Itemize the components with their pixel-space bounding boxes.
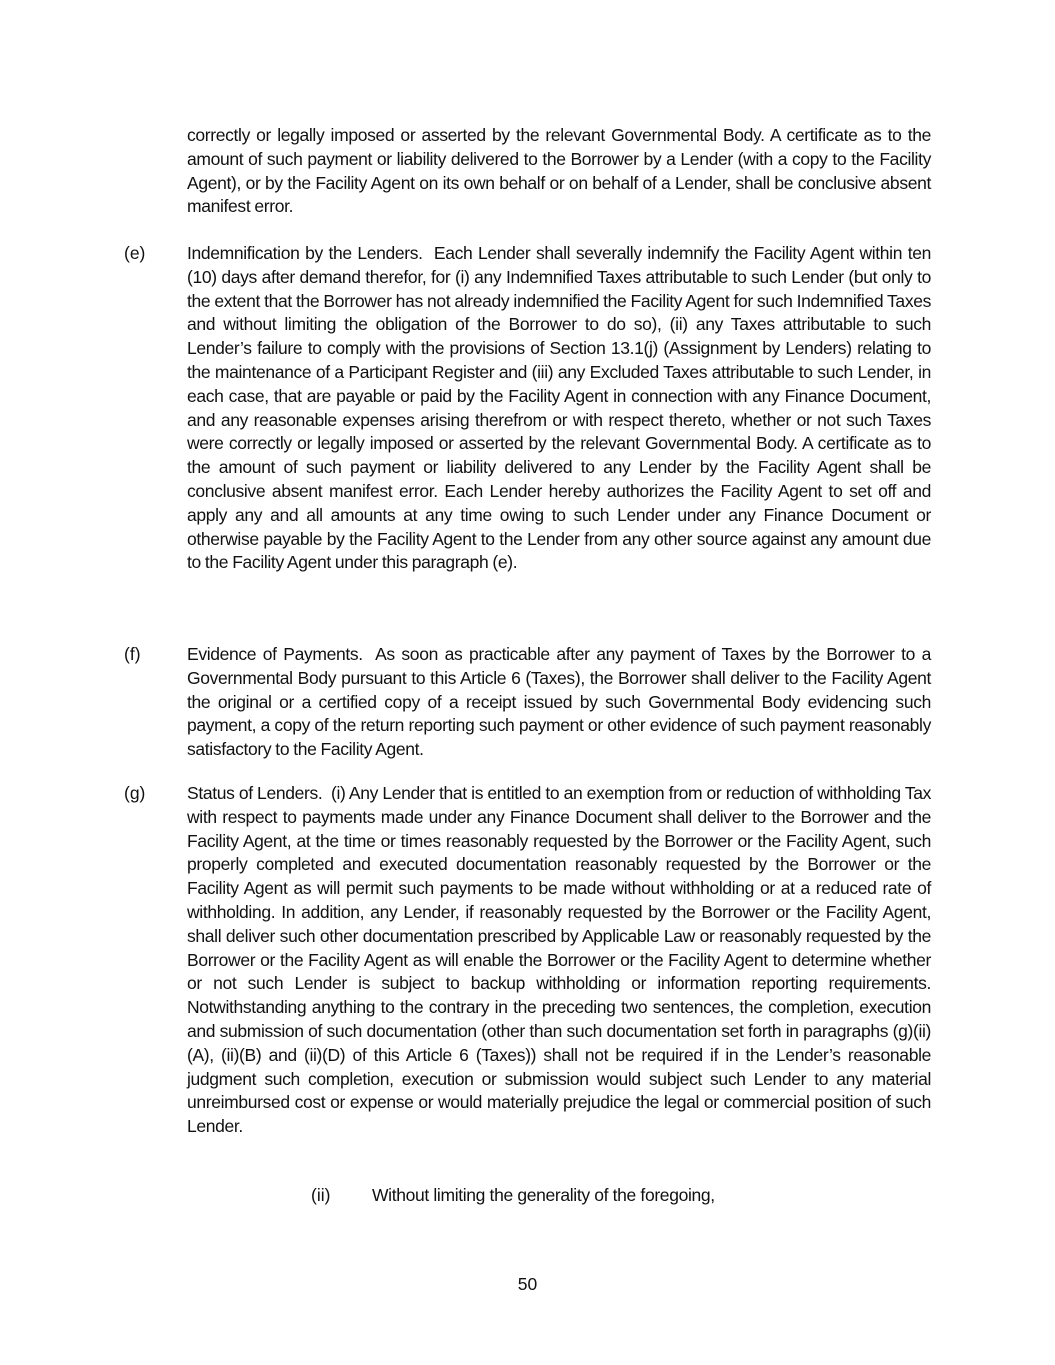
continuation-paragraph: correctly or legally imposed or asserted by the relevant Governmental Body. A certificate as to the amount of such payment or liability delivered to the Borrower by a Lender (with a copy to the Facility Agent), or by the Facility Agent on its own behalf or on behalf of a Lender, shall be conclusive absent manifest error. [187,125,931,217]
section-label-e: (e) [124,243,146,263]
subsection-label-ii: (ii) [311,1185,331,1205]
section-f-paragraph [187,643,931,762]
section-g-text: (i) Any Lender that is entitled to an exemption from or reduction of withholding Tax with respect to payments made under any Finance Document shall deliver to the Borrower and the Facility Agent, at the time or times reasonably requested by the Borrower or the Facility Agent, such properly completed and executed documentation reasonably requested by the Borrower or the Facility Agent as will permit such payments to be made without withholding or at a reduced rate of withholding. In addition, any Lender, if reasonably requested by the Borrower or the Facility Agent, shall deliver such other documentation prescribed by Applicable Law or reasonably requested by the Borrower or the Facility Agent as will enable the Borrower or the Facility Agent to determine whether or not such Lender is subject to backup withholding or information reporting requirements. Notwithstanding anything to the contrary in the preceding two sentences, the completion, execution and submission of such documentation (other than such documentation set forth in paragraphs (g)(ii)(A), (ii)(B) and (ii)(D) of this Article 6 (Taxes)) shall not be required if in the Lender’s reasonable judgment such completion, execution or submission would subject such Lender to any material unreimbursed cost or expense or would materially prejudice the legal or commercial position of such Lender. [187,783,932,1137]
section-f-text: As soon as practicable after any payment of Taxes by the Borrower to a Governmental Body pursuant to this Article 6 (Taxes), the Borrower shall deliver to the Facility Agent the original or a certified copy of a receipt issued by such Governmental Body evidencing such payment, a copy of the return reporting such payment or other evidence of such payment reasonably satisfactory to the Facility Agent. [187,644,931,760]
section-label-g: (g) [124,783,146,803]
section-label-f: (f) [124,644,141,664]
section-g-paragraph [187,782,931,1139]
page-number: 50 [517,1274,538,1294]
section-e-text: Each Lender shall severally indemnify the Facility Agent within ten (10) days after demand therefor, for (i) any Indemnified Taxes attributable to such Lender (but only to the extent that the Borrower has not already indemnified the Facility Agent for such Indemnified Taxes and without limiting the obligation of the Borrower to do so), (ii) any Taxes attributable to such Lender’s failure to comply with the provisions of Section 13.1(j) (Assignment by Lenders) relating to the maintenance of a Participant Register and (iii) any Excluded Taxes attributable to such Lender, in each case, that are payable or paid by the Facility Agent in connection with any Finance Document, and any reasonable expenses arising therefrom or with respect thereto, whether or not such Taxes were correctly or legally imposed or asserted by the relevant Governmental Body. A certificate as to the amount of such payment or liability delivered to any Lender by the Facility Agent shall be conclusive absent manifest error. Each Lender hereby authorizes the Facility Agent to set off and apply any and all amounts at any time owing to such Lender under any Finance Document or otherwise payable by the Facility Agent to the Lender from any other source against any amount due to the Facility Agent under this paragraph (e). [187,243,931,573]
section-g-heading: Status of Lenders. [187,783,323,803]
subsection-text: Without limiting the generality of the foregoing, [372,1185,715,1205]
section-e-paragraph [187,242,931,575]
section-e-heading: Indemnification by the Lenders. [187,243,423,263]
section-f-heading: Evidence of Payments. [187,644,363,664]
